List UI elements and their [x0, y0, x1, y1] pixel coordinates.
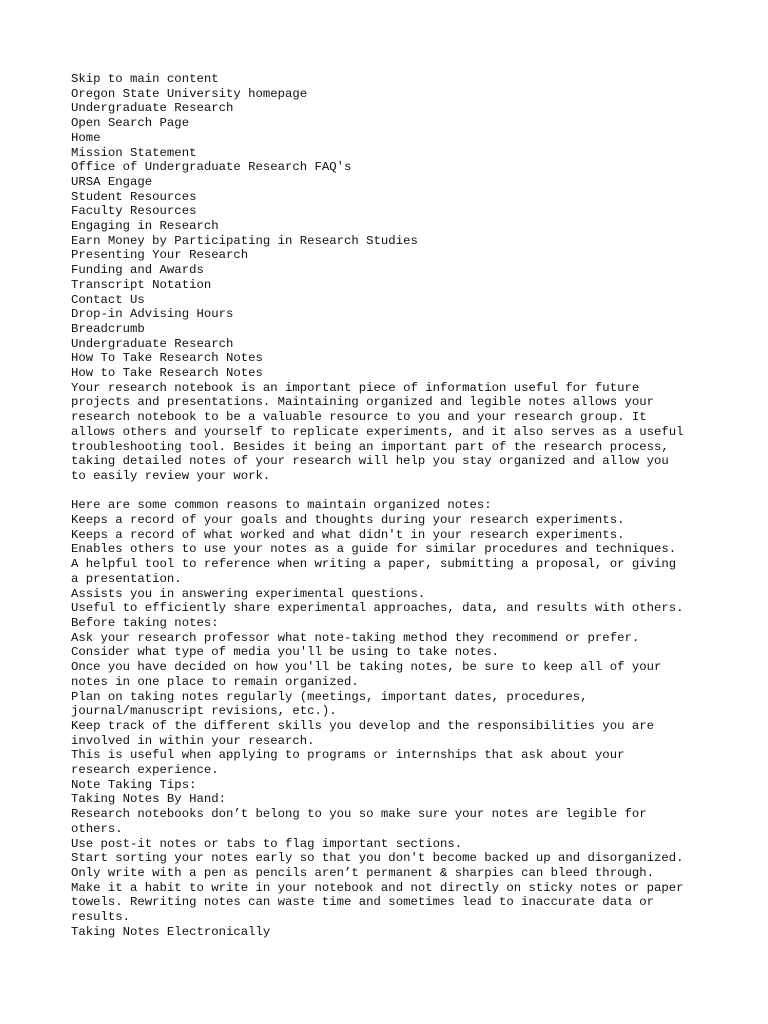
- article-body: [71, 381, 731, 940]
- main-content: [71, 366, 731, 939]
- reason-list-item: Enables others to use your notes as a guide for similar procedures and techniques.: [71, 542, 677, 557]
- nav-item-contact-us[interactable]: Contact Us: [71, 292, 145, 307]
- taking-notes-by-hand-heading: Taking Notes By Hand:: [71, 792, 226, 807]
- before-list-item: journal/manuscript revisions, etc.).: [71, 704, 337, 719]
- breadcrumb-item-undergraduate-research[interactable]: Undergraduate Research: [71, 336, 234, 351]
- nav-item-presenting-research[interactable]: Presenting Your Research: [71, 248, 249, 263]
- before-list-item: Keep track of the different skills you develop and the responsibilities you are: [71, 718, 654, 733]
- before-list-item: research experience.: [71, 763, 219, 778]
- reason-list-item: Useful to efficiently share experimental approaches, data, and results with others.: [71, 601, 684, 616]
- page-title: How to Take Research Notes: [71, 366, 263, 381]
- by-hand-tip-item: others.: [71, 821, 123, 836]
- intro-paragraph-line: research notebook to be a valuable resource to you and your research group. It: [71, 410, 647, 425]
- document-text: [71, 72, 731, 939]
- by-hand-tip-item: Start sorting your notes early so that you don't become backed up and disorganized.: [71, 851, 684, 866]
- nav-item-mission-statement[interactable]: Mission Statement: [71, 145, 197, 160]
- nav-item-earn-money[interactable]: Earn Money by Participating in Research Studies: [71, 233, 418, 248]
- skip-to-main-content-link[interactable]: Skip to main content: [71, 72, 219, 86]
- by-hand-tip-item: Make it a habit to write in your notebook and not directly on sticky notes or paper: [71, 880, 684, 895]
- taking-notes-electronically-heading: Taking Notes Electronically: [71, 924, 271, 939]
- nav-item-engaging-in-research[interactable]: Engaging in Research: [71, 219, 219, 234]
- breadcrumb-label: Breadcrumb: [71, 321, 145, 336]
- by-hand-tip-item: towels. Rewriting notes can waste time and sometimes lead to inaccurate data or: [71, 895, 654, 910]
- reasons-heading: Here are some common reasons to maintain organized notes:: [71, 498, 492, 513]
- intro-paragraph-line: allows others and yourself to replicate experiments, and it also serves as a useful: [71, 424, 684, 439]
- nav-item-ursa-engage[interactable]: URSA Engage: [71, 174, 153, 189]
- before-list-item: This is useful when applying to programs or internships that ask about your: [71, 748, 625, 763]
- osu-homepage-link[interactable]: Oregon State University homepage: [71, 86, 308, 101]
- nav-item-transcript-notation[interactable]: Transcript Notation: [71, 277, 212, 292]
- by-hand-tip-item: Research notebooks don’t belong to you so make sure your notes are legible for: [71, 807, 647, 822]
- nav-item-funding-awards[interactable]: Funding and Awards: [71, 263, 204, 278]
- before-list-item: involved in within your research.: [71, 733, 315, 748]
- reason-list-item: Keeps a record of your goals and thoughts during your research experiments.: [71, 513, 625, 528]
- by-hand-tip-item: results.: [71, 910, 131, 925]
- by-hand-tip-item: Use post-it notes or tabs to flag important sections.: [71, 836, 463, 851]
- nav-item-home[interactable]: Home: [71, 130, 101, 145]
- before-list-item: Ask your research professor what note-taking method they recommend or prefer.: [71, 630, 640, 645]
- nav-item-drop-in-advising[interactable]: Drop-in Advising Hours: [71, 307, 234, 322]
- intro-paragraph-line: Your research notebook is an important piece of information useful for future: [71, 380, 640, 395]
- before-list-item: Consider what type of media you'll be using to take notes.: [71, 645, 500, 660]
- reason-list-item: Assists you in answering experimental questions.: [71, 586, 426, 601]
- before-list-item: Once you have decided on how you'll be taking notes, be sure to keep all of your: [71, 660, 662, 675]
- note-taking-tips-heading: Note Taking Tips:: [71, 777, 197, 792]
- before-taking-notes-heading: Before taking notes:: [71, 616, 219, 630]
- site-name-link[interactable]: Undergraduate Research: [71, 101, 234, 116]
- intro-paragraph-line: taking detailed notes of your research will help you stay organized and allow you: [71, 454, 669, 469]
- reason-list-item: A helpful tool to reference when writing a paper, submitting a proposal, or giving: [71, 557, 677, 572]
- breadcrumb-item-current: How To Take Research Notes: [71, 351, 263, 366]
- reason-list-item: Keeps a record of what worked and what didn't in your research experiments.: [71, 527, 625, 542]
- nav-item-faculty-resources[interactable]: Faculty Resources: [71, 204, 197, 219]
- intro-paragraph-line: to easily review your work.: [71, 468, 271, 483]
- blank-line: [71, 484, 731, 499]
- intro-paragraph-line: troubleshooting tool. Besides it being an important part of the research process,: [71, 439, 669, 454]
- reason-list-item: a presentation.: [71, 571, 182, 586]
- open-search-button[interactable]: Open Search Page: [71, 116, 190, 131]
- nav-item-student-resources[interactable]: Student Resources: [71, 189, 197, 204]
- nav-item-faq[interactable]: Office of Undergraduate Research FAQ's: [71, 160, 352, 175]
- intro-paragraph-line: projects and presentations. Maintaining organized and legible notes allows your: [71, 395, 654, 410]
- before-list-item: notes in one place to remain organized.: [71, 674, 359, 689]
- main-navigation: [71, 131, 731, 322]
- by-hand-tip-item: Only write with a pen as pencils aren’t permanent & sharpies can bleed through.: [71, 865, 654, 880]
- breadcrumb: [71, 322, 731, 366]
- before-list-item: Plan on taking notes regularly (meetings, important dates, procedures,: [71, 689, 588, 704]
